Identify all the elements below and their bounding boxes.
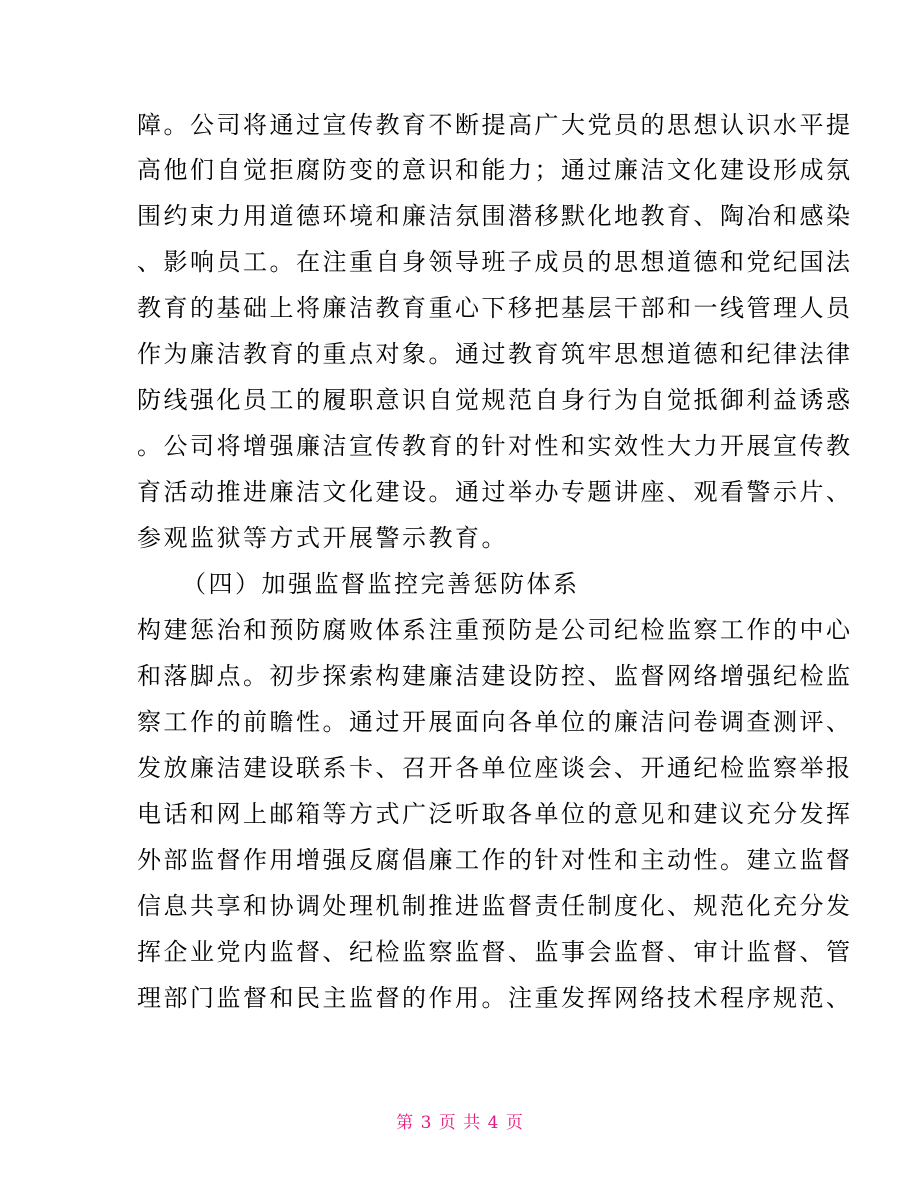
paragraph-1-line-6: 作为廉洁教育的重点对象。通过教育筑牢思想道德和纪律法律	[137, 340, 853, 368]
paragraph-2-line-5: 电话和网上邮箱等方式广泛听取各单位的意见和建议充分发挥	[137, 800, 853, 828]
paragraph-1-line-10: 参观监狱等方式开展警示教育。	[137, 524, 508, 552]
paragraph-2-line-3: 察工作的前瞻性。通过开展面向各单位的廉洁问卷调查测评、	[137, 708, 853, 736]
paragraph-2-line-7: 信息共享和协调处理机制推进监督责任制度化、规范化充分发	[137, 892, 853, 920]
paragraph-1-line-5: 教育的基础上将廉洁教育重心下移把基层干部和一线管理人员	[137, 294, 853, 322]
page-number-footer: 第 3 页 共 4 页	[396, 1113, 524, 1133]
paragraph-2-line-9: 理部门监督和民主监督的作用。注重发挥网络技术程序规范、	[137, 984, 853, 1012]
section-heading: （四）加强监督监控完善惩防体系	[182, 570, 580, 598]
paragraph-1-line-8: 。公司将增强廉洁宣传教育的针对性和实效性大力开展宣传教	[137, 432, 853, 460]
paragraph-1-line-9: 育活动推进廉洁文化建设。通过举办专题讲座、观看警示片、	[137, 478, 853, 506]
paragraph-1-line-4: 、影响员工。在注重自身领导班子成员的思想道德和党纪国法	[137, 248, 853, 276]
paragraph-1-line-7: 防线强化员工的履职意识自觉规范自身行为自觉抵御利益诱惑	[137, 386, 853, 414]
paragraph-2-line-1: 构建惩治和预防腐败体系注重预防是公司纪检监察工作的中心	[137, 616, 853, 644]
paragraph-2-line-4: 发放廉洁建设联系卡、召开各单位座谈会、开通纪检监察举报	[137, 754, 853, 782]
paragraph-1-line-2: 高他们自觉拒腐防变的意识和能力；通过廉洁文化建设形成氛	[137, 156, 853, 184]
paragraph-2-line-2: 和落脚点。初步探索构建廉洁建设防控、监督网络增强纪检监	[137, 662, 853, 690]
paragraph-2-line-8: 挥企业党内监督、纪检监察监督、监事会监督、审计监督、管	[137, 938, 853, 966]
paragraph-2-line-6: 外部监督作用增强反腐倡廉工作的针对性和主动性。建立监督	[137, 846, 853, 874]
paragraph-1-line-1: 障。公司将通过宣传教育不断提高广大党员的思想认识水平提	[137, 111, 853, 139]
paragraph-1-line-3: 围约束力用道德环境和廉洁氛围潜移默化地教育、陶冶和感染	[137, 202, 853, 230]
